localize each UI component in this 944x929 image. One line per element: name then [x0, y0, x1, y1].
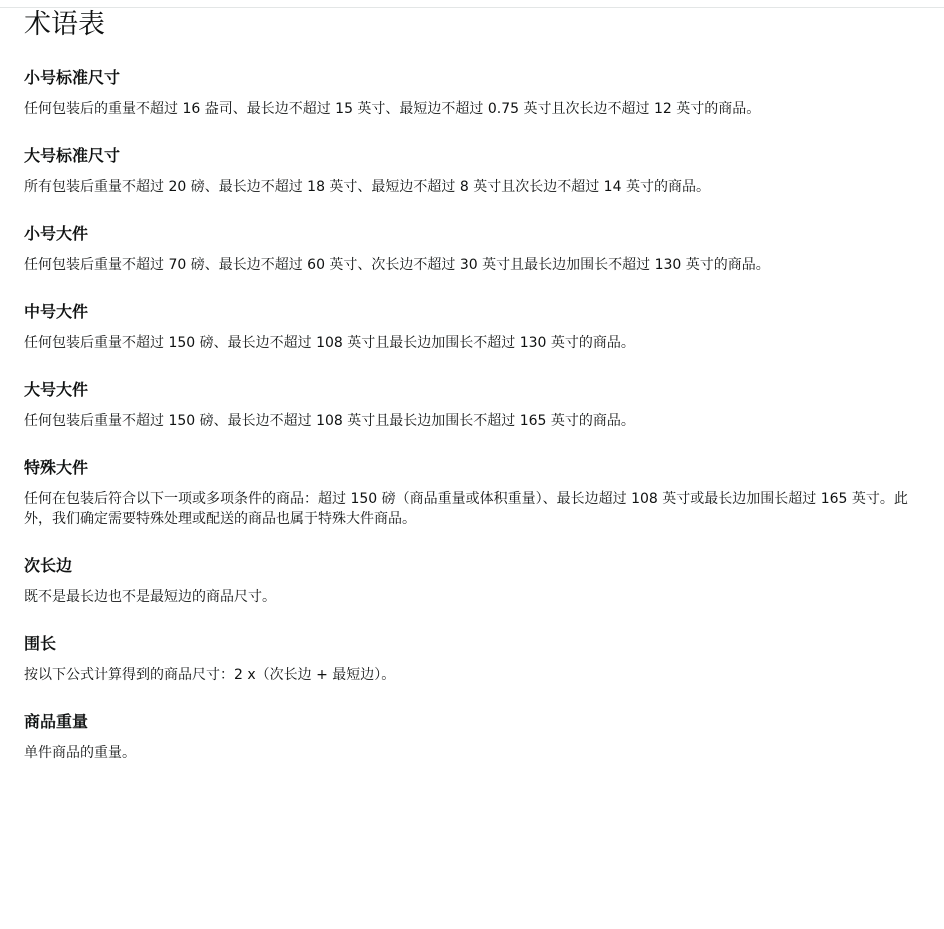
glossary-definition: 任何在包装后符合以下一项或多项条件的商品：超过 150 磅（商品重量或体积重量）、最长边超过 108 英寸或最长边加围长超过 165 英寸。此外，我们确定需要特殊处理或配送的商品也属于特殊大件商品。 [24, 491, 908, 527]
glossary-definition: 任何包装后重量不超过 150 磅、最长边不超过 108 英寸且最长边加围长不超过 165 英寸的商品。 [24, 413, 635, 429]
glossary-term: 中号大件 [24, 302, 89, 321]
glossary-definition: 单件商品的重量。 [24, 745, 136, 761]
glossary-term: 小号标准尺寸 [24, 68, 121, 87]
glossary-term: 大号标准尺寸 [24, 146, 121, 165]
glossary-entry-special-oversize [24, 454, 922, 529]
glossary-entry-girth [24, 630, 922, 685]
glossary-term: 商品重量 [24, 712, 89, 731]
glossary-entry-unit-weight [24, 708, 922, 763]
glossary-term: 围长 [24, 634, 57, 653]
glossary-entry-medium-oversize [24, 298, 922, 353]
top-divider [0, 7, 944, 8]
glossary-term: 特殊大件 [24, 458, 89, 477]
glossary-definition: 任何包装后重量不超过 150 磅、最长边不超过 108 英寸且最长边加围长不超过 130 英寸的商品。 [24, 335, 635, 351]
glossary-list [24, 64, 922, 786]
glossary-term: 小号大件 [24, 224, 89, 243]
glossary-entry-small-oversize [24, 220, 922, 275]
glossary-entry-median-side [24, 552, 922, 607]
glossary-definition: 按以下公式计算得到的商品尺寸：2 x（次长边 + 最短边）。 [24, 667, 396, 683]
glossary-definition: 任何包装后的重量不超过 16 盎司、最长边不超过 15 英寸、最短边不超过 0.75 英寸且次长边不超过 12 英寸的商品。 [24, 101, 761, 117]
glossary-term: 次长边 [24, 556, 73, 575]
glossary-definition: 所有包装后重量不超过 20 磅、最长边不超过 18 英寸、最短边不超过 8 英寸且次长边不超过 14 英寸的商品。 [24, 179, 710, 195]
glossary-entry-large-standard-size [24, 142, 922, 197]
glossary-definition: 任何包装后重量不超过 70 磅、最长边不超过 60 英寸、次长边不超过 30 英寸且最长边加围长不超过 130 英寸的商品。 [24, 257, 770, 273]
glossary-term: 大号大件 [24, 380, 89, 399]
glossary-entry-large-oversize [24, 376, 922, 431]
page-title: 术语表 [24, 9, 105, 40]
glossary-entry-small-standard-size [24, 64, 922, 119]
glossary-definition: 既不是最长边也不是最短边的商品尺寸。 [24, 589, 276, 605]
